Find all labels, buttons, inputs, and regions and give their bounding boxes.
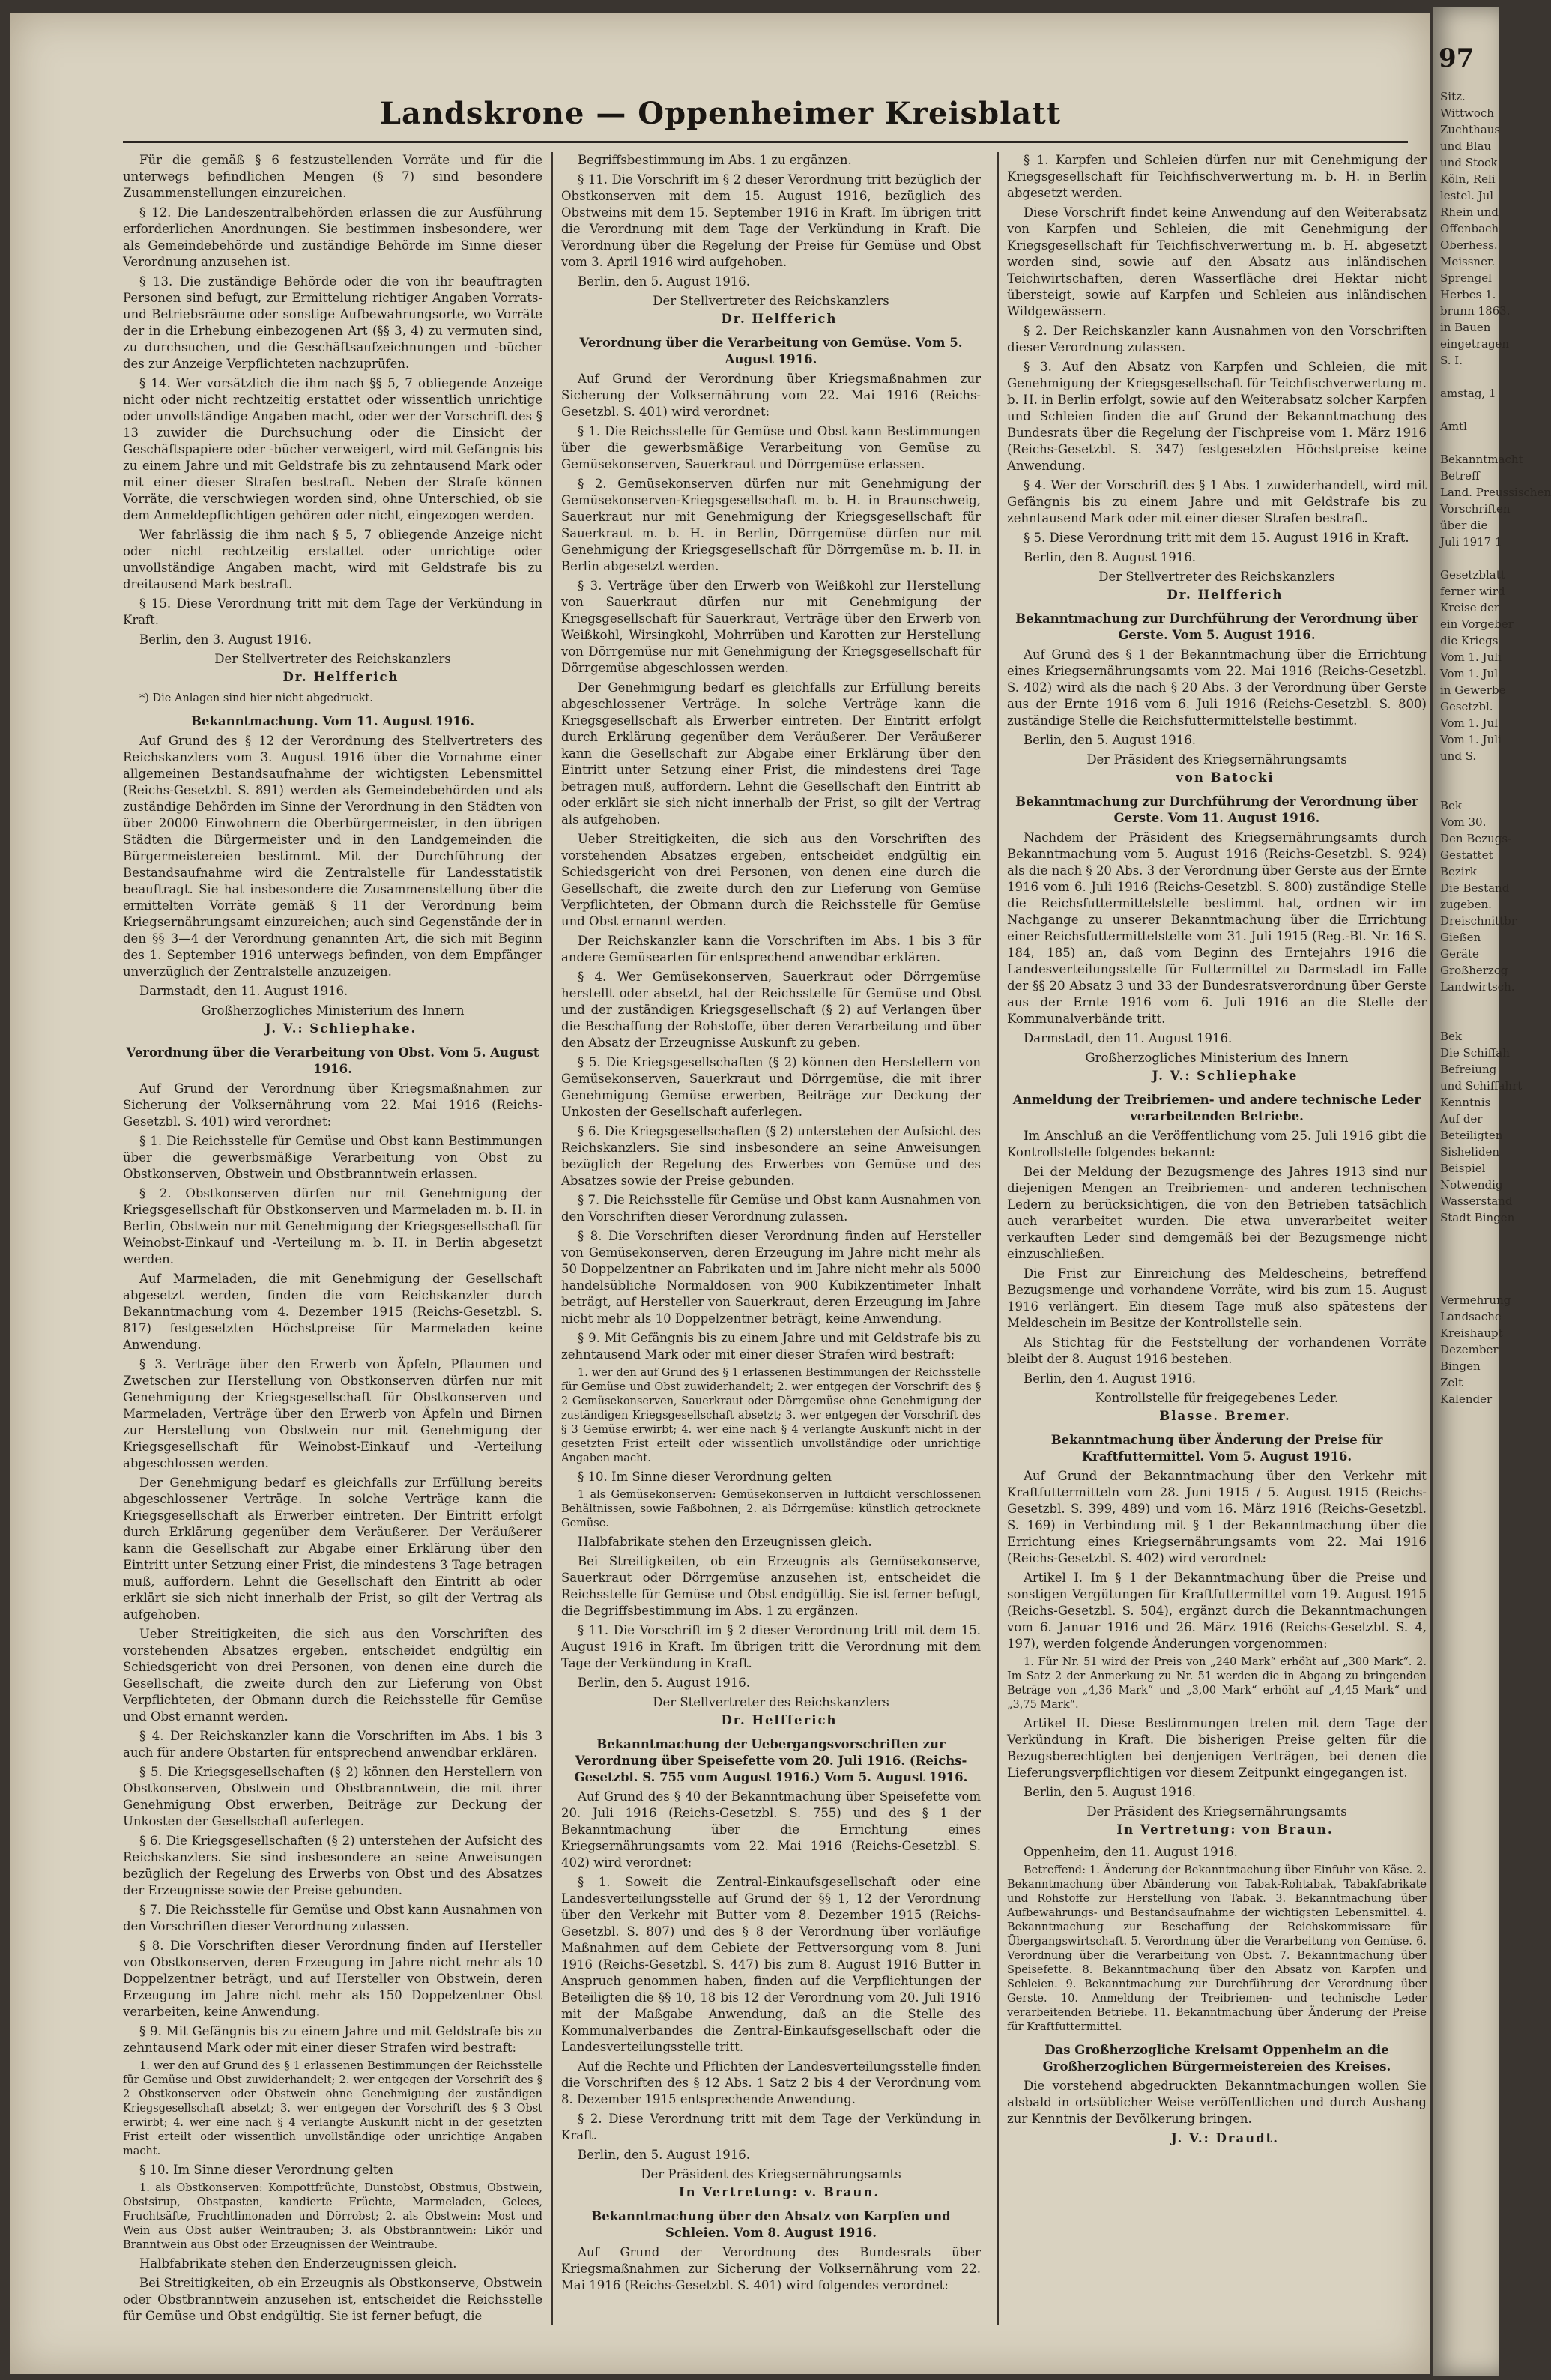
paragraph: Als Stichtag für die Feststellung der vorhandenen Vorräte bleibt der 8. August 1916 bestehen. bbox=[1007, 1335, 1427, 1366]
edge-text-line: Sprengel bbox=[1440, 271, 1492, 285]
paragraph: Berlin, den 5. August 1916. bbox=[578, 1676, 750, 1690]
edge-text-line: Dezember bbox=[1440, 1343, 1499, 1356]
edge-text-line: in Gewerbe bbox=[1440, 683, 1506, 697]
signature-name: Dr. Helfferich bbox=[1167, 588, 1284, 602]
column-2 bbox=[561, 152, 981, 2325]
edge-text-line: Landwirtsch. bbox=[1440, 980, 1515, 994]
paragraph: Der Genehmigung bedarf es gleichfalls zur Erfüllung bereits abgeschlossener Verträge. In solche Verträge kann die Kriegsgesellschaft als Erwerber eintreten. Der Eintritt erfolgt durch Erklärung gegenüber dem Veräußerer. Der Veräußerer kann die Gesellschaft zur Abgabe einer Erklärung über den Eintritt unter Setzung einer Frist, die mindestens 3 Tage betragen muß, auffordern. Lehnt die Gesellschaft den Eintritt ab oder erklärt sie sich nicht innerhalb der Frist, so gilt der Vertrag als aufgehoben. bbox=[123, 1476, 542, 1622]
paragraph: Auf Grund des § 1 der Bekanntmachung über die Errichtung eines Kriegsernährungsamts vom 22. Mai 1916 (Reichs-Gesetzbl. S. 402) wird als die nach § 20 Abs. 3 der Verordnung über Gerste aus der Ernte 1916 vom 6. Juli 1916 (Reichs-Gesetzbl. S. 800) zuständige Stelle die Reichsfuttermittelstelle bestimmt. bbox=[1007, 647, 1427, 728]
edge-text-line: Bingen bbox=[1440, 1359, 1481, 1373]
edge-text-line: Vom 1. Juli bbox=[1440, 733, 1502, 746]
paragraph: § 14. Wer vorsätzlich die ihm nach §§ 5, 7 obliegende Anzeige nicht oder nicht rechtzeitig erstattet oder wissentlich unrichtige oder unvollständige Angaben macht, oder wer der Vorschrift des § 13 zuwider die Durchsuchung oder die Einsicht der Geschäftspapiere oder -bücher verweigert, wird mit Gefängnis bis zu einem Jahre und mit Geldstrafe bis zu zehntausend Mark oder mit einer dieser Strafen bestraft. Neben der Strafe können Vorräte, die verschwiegen worden sind, ohne Unterschied, ob sie dem Anmeldepflichtigen gehören oder nicht, eingezogen werden. bbox=[123, 376, 542, 522]
paragraph: § 5. Diese Verordnung tritt mit dem 15. August 1916 in Kraft. bbox=[1024, 531, 1409, 545]
column-divider bbox=[551, 152, 553, 2325]
paragraph: § 10. Im Sinne dieser Verordnung gelten bbox=[139, 2163, 393, 2177]
edge-text-line: Wasserstand bbox=[1440, 1194, 1513, 1208]
paragraph: § 13. Die zuständige Behörde oder die von ihr beauftragten Personen sind befugt, zur Ermittelung richtiger Angaben Vorrats- und Betriebsräume oder sonstige Aufbewahrungsorte, wo Vorräte der in die Erhebung einbezogenen Art (§§ 3, 4) zu vermuten sind, zu durchsuchen, und die Geschäftsaufzeichnungen und -bücher des zur Anzeige Verpflichteten nachzuprüfen. bbox=[123, 274, 542, 371]
edge-text-line: Sisheliden bbox=[1440, 1145, 1500, 1159]
section-heading: Bekanntmachung zur Durchführung der Verordnung über Gerste. Vom 5. August 1916. bbox=[1015, 611, 1418, 642]
fine-print: 1 als Gemüsekonserven: Gemüsekonserven in luftdicht verschlossenen Behältnissen, sowie Faßbohnen; 2. als Dörrgemüse: künstlich getrocknete Gemüse. bbox=[561, 1489, 981, 1529]
paragraph: § 2. Obstkonserven dürfen nur mit Genehmigung der Kriegsgesellschaft für Obstkonserven und Marmeladen m. b. H. in Berlin, Obstwein nur mit Genehmigung der Kriegsgesellschaft für Weinobst-Einkauf und -Verteilung m. b. H. in Berlin abgesetzt werden. bbox=[123, 1186, 542, 1266]
edge-text-line: Die Bestand bbox=[1440, 881, 1510, 895]
paragraph: § 5. Die Kriegsgesellschaften (§ 2) können den Herstellern von Gemüsekonserven, Sauerkraut und Dörrgemüse, die mit ihrer Genehmigung Gemüse erwerben, Beiträge zur Deckung der Unkosten der Gesellschaft auferlegen. bbox=[561, 1055, 981, 1119]
edge-text-line: und Stock bbox=[1440, 156, 1498, 169]
edge-text-line: Vom 1. Juli bbox=[1440, 650, 1502, 664]
column-3 bbox=[1007, 152, 1427, 2325]
signature-title: Kontrollstelle für freigegebenes Leder. bbox=[1095, 1391, 1339, 1405]
paragraph: Auf Grund des § 12 der Verordnung des Stellvertreters des Reichskanzlers vom 3. August 1916 über die Vornahme einer allgemeinen Bestandsaufnahme der wichtigsten Lebensmittel (Reichs-Gesetzbl. S. 891) werden als Gemeindebehörden und als zuständige Behörden im Sinne der Verordnung in den Städten von über 20000 Einwohnern die Oberbürgermeister, in den übrigen Städten die Bürgermeister und in den Landgemeinden die Bürgermeistereien bestimmt. Mit der Durchführung der Bestandsaufnahme wird die Zentralstelle für Landesstatistik beauftragt. Sie hat insbesondere die Zusammenstellung über die ermittelten Vorräte gemäß § 11 der Verordnung beim Kriegsernährungsamt einzureichen; auch sind Gegenstände der in den §§ 3—4 der Verordnung genannten Art, die sich mit Beginn des 1. September 1916 unterwegs befinden, von dem Empfänger unverzüglich der Zentralstelle anzuzeigen. bbox=[123, 734, 542, 979]
edge-text-line: Gesetzblatt bbox=[1440, 568, 1505, 582]
signature-title: Der Präsident des Kriegsernährungsamts bbox=[641, 2167, 901, 2181]
edge-text-line: amstag, 1 bbox=[1440, 387, 1496, 400]
edge-text-line bbox=[1433, 369, 1499, 385]
edge-text-line: Die Schiffah bbox=[1440, 1046, 1510, 1060]
paragraph: § 2. Gemüsekonserven dürfen nur mit Genehmigung der Gemüsekonserven-Kriegsgesellschaft m. b. H. in Braunschweig, Sauerkraut nur mit Genehmigung der Kriegsgesellschaft für Sauerkraut m. b. H. in Berlin, Dörrgemüse dürfen nur mit Genehmigung der Kriegsgesellschaft für Dörrgemüse m. b. H. in Berlin abgesetzt werden. bbox=[561, 477, 981, 573]
edge-text-line bbox=[1433, 764, 1499, 781]
paragraph: Auf Grund des § 40 der Bekanntmachung über Speisefette vom 20. Juli 1916 (Reichs-Gesetzbl. S. 755) und des § 1 der Bekanntmachung über die Errichtung eines Kriegsernährungsamts vom 22. Mai 1916 (Reichs-Gesetzbl. S. 402) wird verordnet: bbox=[561, 1789, 981, 1870]
paragraph: Oppenheim, den 11. August 1916. bbox=[1024, 1845, 1238, 1859]
paragraph: Berlin, den 5. August 1916. bbox=[1024, 1785, 1196, 1799]
edge-text-line bbox=[1433, 781, 1499, 797]
paragraph: § 11. Die Vorschrift im § 2 dieser Verordnung tritt mit dem 15. August 1916 in Kraft. Im übrigen tritt die Verordnung mit dem Tage der Verkündung in Kraft. bbox=[561, 1623, 981, 1670]
edge-text-line: Gießen bbox=[1440, 931, 1481, 944]
edge-text-line bbox=[1433, 1226, 1499, 1242]
edge-text-line bbox=[1433, 1012, 1499, 1028]
header-rule bbox=[123, 141, 1408, 143]
paragraph: § 5. Die Kriegsgesellschaften (§ 2) können den Herstellern von Obstkonserven, Obstwein und Obstbranntwein, die mit ihrer Genehmigung Obst erwerben, Beiträge zur Deckung der Unkosten der Gesellschaft auferlegen. bbox=[123, 1765, 542, 1828]
edge-text-line: Beispiel bbox=[1440, 1162, 1486, 1175]
page-number: 97 bbox=[1439, 43, 1475, 73]
edge-text-line: Dreischnittbr bbox=[1440, 914, 1517, 928]
edge-text-line: Vermehrung bbox=[1440, 1293, 1511, 1307]
signature-name: Dr. Helfferich bbox=[282, 670, 399, 684]
edge-text-line: und S. bbox=[1440, 749, 1477, 763]
fine-print: *) Die Anlagen sind hier nicht abgedruckt. bbox=[139, 692, 373, 704]
adjacent-page-edge bbox=[1433, 7, 1551, 2376]
edge-text-line: Vom 1. Jul bbox=[1440, 716, 1499, 730]
section-heading: Verordnung über die Verarbeitung von Obst. Vom 5. August 1916. bbox=[126, 1045, 539, 1076]
edge-text-line: Betreff bbox=[1440, 469, 1480, 483]
edge-text-line: die Kriegs bbox=[1440, 634, 1499, 647]
paragraph: Auf Grund der Bekanntmachung über den Verkehr mit Kraftfuttermitteln vom 28. Juni 1915 / 5. August 1915 (Reichs-Gesetzbl. S. 399, 489) und vom 16. März 1916 (Reichs-Gesetzbl. S. 169) in Verbindung mit § 1 der Bekanntmachung über die Errichtung eines Kriegsernährungsamts vom 22. Mai 1916 (Reichs-Gesetzbl. S. 402) wird verordnet: bbox=[1007, 1469, 1427, 1565]
paragraph: Auf Grund der Verordnung des Bundesrats über Kriegsmaßnahmen zur Sicherung der Volksernährung vom 22. Mai 1916 (Reichs-Gesetzbl. S. 401) wird folgendes verordnet: bbox=[561, 2245, 981, 2292]
paragraph: § 7. Die Reichsstelle für Gemüse und Obst kann Ausnahmen von den Vorschriften dieser Verordnung zulassen. bbox=[123, 1903, 542, 1933]
section-heading: Bekanntmachung der Uebergangsvorschriften zur Verordnung über Speisefette vom 20. Juli 1916. (Reichs-Gesetzbl. S. 755 vom August 1916.) Vom 5. August 1916. bbox=[574, 1737, 968, 1784]
paragraph: § 4. Wer Gemüsekonserven, Sauerkraut oder Dörrgemüse herstellt oder absetzt, hat der Reichsstelle für Gemüse und Obst und der zuständigen Kriegsgesellschaft (§ 2) auf Verlangen über die Beschaffung der Rohstoffe, über deren Verarbeitung und über den Absatz der Erzeugnisse Auskunft zu geben. bbox=[561, 970, 981, 1050]
paragraph: § 6. Die Kriegsgesellschaften (§ 2) unterstehen der Aufsicht des Reichskanzlers. Sie sind insbesondere an seine Anweisungen bezüglich der Regelung des Erwerbes von Gemüse und des Absatzes sowie der Preise gebunden. bbox=[561, 1124, 981, 1188]
edge-text-line: Gesetzbl. bbox=[1440, 700, 1493, 713]
paragraph: § 4. Der Reichskanzler kann die Vorschriften im Abs. 1 bis 3 auch für andere Obstarten für entsprechend anwendbar erklären. bbox=[123, 1729, 542, 1760]
edge-text-line bbox=[1433, 1242, 1499, 1259]
edge-text-line: Herbes 1. bbox=[1440, 288, 1496, 301]
section-heading: Anmeldung der Treibriemen- und andere technische Leder verarbeitenden Betriebe. bbox=[1012, 1093, 1421, 1123]
paragraph: § 3. Auf den Absatz von Karpfen und Schleien, die mit Genehmigung der Kriegsgesellschaft für Teichfischverwertung m. b. H. in Berlin erfolgt, sowie auf den Weiterabsatz solcher Karpfen und Schleien finden die auf Grund der Bekanntmachung des Bundesrats über die Regelung der Fischpreise vom 1. März 1916 (Reichs-Gesetzbl. S. 347) festgesetzten Höchstpreise keine Anwendung. bbox=[1007, 360, 1427, 473]
fine-print: 1. wer den auf Grund des § 1 erlassenen Bestimmungen der Reichsstelle für Gemüse und Obst zuwiderhandelt; 2. wer entgegen der Vorschrift des § 2 Obstkonserven oder Obstwein ohne Genehmigung der zuständigen Kriegsgesellschaft absetzt; 3. wer entgegen der Vorschrift des § 3 Obst erwirbt; 4. wer eine nach § 4 verlangte Auskunft nicht in der gesetzten Frist erteilt oder wissentlich unvollständige oder unrichtige Angaben macht. bbox=[123, 2060, 542, 2157]
edge-text-line: Bezirk bbox=[1440, 865, 1477, 878]
edge-text-line: Land. Preussischen bbox=[1440, 486, 1551, 499]
edge-text-line bbox=[1433, 435, 1499, 451]
paragraph: Nachdem der Präsident des Kriegsernährungsamts durch Bekanntmachung vom 5. August 1916 (Reichs-Gesetzbl. S. 924) als die nach § 20 Abs. 3 der Verordnung über Gerste aus der Ernte 1916 vom 6. Juli 1916 (Reichs-Gesetzbl. S. 800) zuständige Stelle die Reichsfuttermittelstelle bestimmt hat, ordnen wir im Nachgange zu unserer Bekanntmachung über die Errichtung einer Reichsfuttermittelstelle vom 31. Juli 1915 (Reg.-Bl. Nr. 16 S. 184, 185) an, daß vom Beginn des Erntejahrs 1916 die Landesverteilungsstelle für Futtermittel zu Darmstadt im Falle der §§ 20 Absatz 3 und 33 der Bundesratsverordnung über Gerste aus der Ernte 1916 vom 6. Juli 1916 an die Stelle der Kommunalverbände tritt. bbox=[1007, 830, 1427, 1026]
edge-text-line: Bek bbox=[1440, 1030, 1462, 1043]
adjacent-page-text bbox=[1433, 88, 1551, 1407]
paragraph: § 1. Die Reichsstelle für Gemüse und Obst kann Bestimmungen über die gewerbsmäßige Verarbeitung von Obst zu Obstkonserven, Obstwein und Obstbranntwein erlassen. bbox=[123, 1134, 542, 1181]
paragraph: Bei Streitigkeiten, ob ein Erzeugnis als Obstkonserve, Obstwein oder Obstbranntwein anzusehen ist, entscheidet die Reichsstelle für Gemüse und Obst endgültig. Sie ist ferner befugt, die bbox=[123, 2276, 542, 2323]
paragraph: Auf Grund der Verordnung über Kriegsmaßnahmen zur Sicherung der Volksernährung vom 22. Mai 1916 (Reichs-Gesetzbl. S. 401) wird verordnet: bbox=[561, 372, 981, 419]
paragraph: Wer fahrlässig die ihm nach § 5, 7 obliegende Anzeige nicht oder nicht rechtzeitig erstattet oder unrichtige oder unvollständige Angaben macht, wird mit Geldstrafe bis zu dreitausend Mark bestraft. bbox=[123, 528, 542, 591]
signature-title: Der Präsident des Kriegsernährungsamts bbox=[1086, 752, 1347, 767]
edge-text-line: Vom 30. bbox=[1440, 815, 1487, 829]
signature-name: von Batocki bbox=[1176, 770, 1275, 785]
paragraph: Für die gemäß § 6 festzustellenden Vorräte und für die unterwegs befindlichen Mengen (§ 7) sind besondere Zusammenstellungen einzureichen. bbox=[123, 153, 542, 200]
signature-name: J. V.: Draudt. bbox=[1170, 2131, 1280, 2145]
paragraph: § 1. Karpfen und Schleien dürfen nur mit Genehmigung der Kriegsgesellschaft für Teichfischverwertung m. b. H. in Berlin abgesetzt werden. bbox=[1007, 153, 1427, 200]
edge-text-line bbox=[1433, 1275, 1499, 1292]
signature-title: Der Präsident des Kriegsernährungsamts bbox=[1086, 1804, 1347, 1819]
edge-text-line: Landsache bbox=[1440, 1310, 1502, 1323]
paragraph: Berlin, den 4. August 1916. bbox=[1024, 1371, 1196, 1386]
edge-text-line bbox=[1433, 402, 1499, 418]
signature-name: Blasse. Bremer. bbox=[1159, 1409, 1291, 1423]
paragraph: § 10. Im Sinne dieser Verordnung gelten bbox=[578, 1470, 832, 1484]
paragraph: Auf die Rechte und Pflichten der Landesverteilungsstelle finden die Vorschriften des § 12 Abs. 1 Satz 2 bis 4 der Verordnung vom 8. Dezember 1915 entsprechende Anwendung. bbox=[561, 2059, 981, 2106]
edge-text-line: Kenntnis bbox=[1440, 1096, 1491, 1109]
paragraph: Berlin, den 5. August 1916. bbox=[1024, 733, 1196, 747]
paragraph: Ueber Streitigkeiten, die sich aus den Vorschriften des vorstehenden Absatzes ergeben, entscheidet endgültig ein Schiedsgericht von drei Personen, von denen eine durch die Gesellschaft, die zweite durch den zur Lieferung von Obst Verpflichteten, der Obmann durch die Reichsstelle für Gemüse und Obst ernannt werden. bbox=[123, 1627, 542, 1724]
signature-title: Großherzogliches Ministerium des Innern bbox=[1085, 1051, 1349, 1065]
edge-text-line: Köln, Reli bbox=[1440, 172, 1496, 186]
edge-text-line: in Bauen bbox=[1440, 321, 1491, 334]
signature-title: Großherzogliches Ministerium des Innern bbox=[201, 1003, 465, 1018]
signature-title: Der Stellvertreter des Reichskanzlers bbox=[1098, 570, 1335, 584]
signature-title: Der Stellvertreter des Reichskanzlers bbox=[653, 294, 889, 308]
edge-text-line: eingetragen bbox=[1440, 337, 1510, 351]
paragraph: § 1. Soweit die Zentral-Einkaufsgesellschaft oder eine Landesverteilungsstelle auf Grund der §§ 1, 12 der Verordnung über den Verkehr mit Butter vom 8. Dezember 1915 (Reichs-Gesetzbl. S. 807) und des § 8 der Verordnung über vorläufige Maßnahmen auf dem Gebiete der Fettversorgung vom 8. Juni 1916 (Reichs-Gesetzbl. S. 447) bis zum 8. August 1916 Butter in Anspruch genommen haben, finden auf die Verpflichtungen der Beteiligten die §§ 10, 18 bis 12 der Verordnung vom 20. Juli 1916 mit der Maßgabe Anwendung, daß an die Stelle des Kommunalverbandes die Zentral-Einkaufsgesellschaft oder die Landesverteilungsstelle tritt. bbox=[561, 1875, 981, 2054]
edge-text-line: Rhein und bbox=[1440, 205, 1499, 219]
paragraph: Diese Vorschrift findet keine Anwendung auf den Weiterabsatz von Karpfen und Schleien, die mit Genehmigung der Kriegsgesellschaft für Teichfischverwertung m. b. H. abgesetzt worden sind, sowie auf den Absatz aus inländischen Teichwirtschaften, deren Wasserfläche drei Hektar nicht übersteigt, sowie auf Karpfen und Schleien aus inländischen Wildgewässern. bbox=[1007, 205, 1427, 318]
paragraph: Berlin, den 3. August 1916. bbox=[139, 632, 312, 647]
signature-name: In Vertretung: von Braun. bbox=[1116, 1822, 1334, 1837]
signature-name: J. V.: Schliephake. bbox=[264, 1021, 417, 1036]
edge-text-line: Kalender bbox=[1440, 1392, 1493, 1406]
paragraph: Bei Streitigkeiten, ob ein Erzeugnis als Gemüsekonserve, Sauerkraut oder Dörrgemüse anzusehen ist, entscheidet die Reichsstelle für Gemüse und Obst endgültig. Sie ist ferner befugt, die Begriffsbestimmung im Abs. 1 zu ergänzen. bbox=[561, 1554, 981, 1618]
edge-text-line bbox=[1433, 550, 1499, 567]
section-heading: Verordnung über die Verarbeitung von Gemüse. Vom 5. August 1916. bbox=[579, 336, 963, 366]
paragraph: Artikel I. Im § 1 der Bekanntmachung über die Preise und sonstigen Vergütungen für Kraftfuttermittel vom 19. August 1915 (Reichs-Gesetzbl. S. 504), ergänzt durch die Bekanntmachungen vom 6. Januar 1916 und 26. März 1916 (Reichs-Gesetzbl. S. 4, 197), werden folgende Änderungen vorgenommen: bbox=[1007, 1571, 1427, 1651]
edge-text-line: lestel. Jul bbox=[1440, 189, 1494, 202]
signature-name: Dr. Helfferich bbox=[721, 1713, 838, 1727]
edge-text-line: Offenbach bbox=[1440, 222, 1499, 235]
edge-text-line: Meissner. bbox=[1440, 255, 1496, 268]
paragraph: § 3. Verträge über den Erwerb von Weißkohl zur Herstellung von Sauerkraut dürfen nur mit Genehmigung der Kriegsgesellschaft für Sauerkraut, Verträge über den Erwerb von Weißkohl, Wirsingkohl, Mohrrüben und Karotten zur Herstellung von Dörrgemüse nur mit Genehmigung der Kriegsgesellschaft für Dörrgemüse abgeschlossen werden. bbox=[561, 579, 981, 675]
section-heading: Das Großherzogliche Kreisamt Oppenheim an die Großherzoglichen Bürgermeistereien des Kreises. bbox=[1042, 2043, 1391, 2074]
edge-text-line: Beteiligten bbox=[1440, 1129, 1503, 1142]
edge-text-line: Großherzog bbox=[1440, 964, 1508, 977]
paragraph: § 8. Die Vorschriften dieser Verordnung finden auf Hersteller von Obstkonserven, deren Erzeugung im Jahre nicht mehr als 10 Doppelzentner beträgt, und auf Hersteller von Obstwein, deren Erzeugung im Jahre nicht mehr als 150 Doppelzentner Obst verarbeiten, keine Anwendung. bbox=[123, 1939, 542, 2019]
edge-text-line: Auf der bbox=[1440, 1112, 1483, 1126]
paragraph: § 6. Die Kriegsgesellschaften (§ 2) unterstehen der Aufsicht des Reichskanzlers. Sie sind insbesondere an seine Anweisungen bezüglich der Regelung des Erwerbs von Obst und des Absatzes der Erzeugnisse sowie der Preise gebunden. bbox=[123, 1834, 542, 1897]
section-heading: Bekanntmachung zur Durchführung der Verordnung über Gerste. Vom 11. August 1916. bbox=[1015, 794, 1418, 825]
newspaper-page bbox=[10, 13, 1430, 2374]
fine-print: 1. Für Nr. 51 wird der Preis von „240 Mark“ erhöht auf „300 Mark“. 2. Im Satz 2 der Anmerkung zu Nr. 51 werden die in Abgang zu bringenden Beträge von „4,36 Mark“ und „3,00 Mark“ erhöht auf „4,45 Mark“ und „3,75 Mark“. bbox=[1007, 1656, 1427, 1711]
edge-text-line: Vorschriften bbox=[1440, 502, 1511, 516]
paragraph: Im Anschluß an die Veröffentlichung vom 25. Juli 1916 gibt die Kontrollstelle folgendes bekannt: bbox=[1007, 1129, 1427, 1159]
signature-title: Der Stellvertreter des Reichskanzlers bbox=[214, 652, 451, 666]
paragraph: Berlin, den 5. August 1916. bbox=[578, 274, 750, 289]
paragraph: § 12. Die Landeszentralbehörden erlassen die zur Ausführung erforderlichen Anordnungen. Sie bestimmen insbesondere, wer als Gemeindebehörde und zuständige Behörde im Sinne dieser Verordnung anzusehen ist. bbox=[123, 205, 542, 269]
paragraph: Begriffsbestimmung im Abs. 1 zu ergänzen. bbox=[578, 153, 852, 167]
paragraph: § 2. Diese Verordnung tritt mit dem Tage der Verkündung in Kraft. bbox=[561, 2112, 981, 2142]
edge-text-line: zugeben. bbox=[1440, 898, 1492, 911]
edge-text-line: ferner wird bbox=[1440, 585, 1505, 598]
edge-text-line: Notwendig bbox=[1440, 1178, 1503, 1191]
paragraph: Auf Marmeladen, die mit Genehmigung der Gesellschaft abgesetzt werden, finden die vom Reichskanzler durch Bekanntmachung vom 4. Dezember 1915 (Reichs-Gesetzbl. S. 817) festgesetzten Höchstpreise für Marmeladen keine Anwendung. bbox=[123, 1272, 542, 1352]
paragraph: § 9. Mit Gefängnis bis zu einem Jahre und mit Geldstrafe bis zu zehntausend Mark oder mit einer dieser Strafen wird bestraft: bbox=[561, 1331, 981, 1362]
column-divider bbox=[997, 152, 999, 2325]
edge-text-line: Gestattet bbox=[1440, 848, 1493, 862]
paragraph: Der Reichskanzler kann die Vorschriften im Abs. 1 bis 3 für andere Gemüsearten für entsprechend anwendbar erklären. bbox=[561, 934, 981, 964]
fine-print: 1. als Obstkonserven: Kompottfrüchte, Dunstobst, Obstmus, Obstwein, Obstsirup, Obstpasten, kandierte Früchte, Marmeladen, Gelees, Fruchtsäfte, Fruchtlimonaden und Dörrobst; 2. als Obstwein: Most und Wein aus Obst außer Weintrauben; 3. als Obstbranntwein: Likör und Branntwein aus Obst oder Erzeugnissen der Weintraube. bbox=[123, 2182, 542, 2251]
paragraph: Halbfabrikate stehen den Enderzeugnissen gleich. bbox=[139, 2256, 457, 2271]
fine-print: 1. wer den auf Grund des § 1 erlassenen Bestimmungen der Reichsstelle für Gemüse und Obst zuwiderhandelt; 2. wer entgegen der Vorschrift des § 2 Gemüsekonserven, Sauerkraut oder Dörrgemüse ohne Genehmigung der zuständigen Kriegsgesellschaft absetzt; 3. wer entgegen der Vorschrift des § 3 Gemüse erwirbt; 4. wer eine nach § 4 verlangte Auskunft nicht in der gesetzten Frist erteilt oder wissentlich unvollständige oder unrichtige Angaben macht. bbox=[561, 1367, 981, 1464]
edge-text-line: Kreise der bbox=[1440, 601, 1500, 614]
paragraph: Darmstadt, den 11. August 1916. bbox=[1024, 1031, 1233, 1045]
edge-text-line: S. I. bbox=[1440, 354, 1463, 367]
paragraph: § 3. Verträge über den Erwerb von Äpfeln, Pflaumen und Zwetschen zur Herstellung von Obstkonserven dürfen nur mit Genehmigung der Kriegsgesellschaft für Obstkonserven und Marmeladen, Verträge über den Erwerb von Äpfeln und Birnen zur Herstellung von Obstwein nur mit Genehmigung der Kriegsgesellschaft für Weinobst-Einkauf und -Verteilung abgeschlossen werden. bbox=[123, 1357, 542, 1470]
edge-text-line: Juli 1917 1 bbox=[1440, 535, 1502, 549]
paragraph: Berlin, den 5. August 1916. bbox=[578, 2148, 750, 2162]
paragraph: Ueber Streitigkeiten, die sich aus den Vorschriften des vorstehenden Absatzes ergeben, entscheidet endgültig ein Schiedsgericht von drei Personen, von denen eine durch die Gesellschaft, die zweite durch den zur Lieferung von Gemüse Verpflichteten, der Obmann durch die Reichsstelle für Gemüse und Obst ernannt werden. bbox=[561, 832, 981, 928]
paragraph: Darmstadt, den 11. August 1916. bbox=[139, 984, 348, 998]
paragraph: Die Frist zur Einreichung des Meldescheins, betreffend Bezugsmenge und vorhandene Vorräte, wird bis zum 15. August 1916 verlängert. Ein diesem Tage muß also spätestens der Meldeschein im Besitze der Kontrollstelle sein. bbox=[1007, 1266, 1427, 1330]
paragraph: Berlin, den 8. August 1916. bbox=[1024, 550, 1196, 564]
edge-text-line: Stadt Bingen bbox=[1440, 1211, 1515, 1224]
edge-text-line: Vom 1. Jul bbox=[1440, 667, 1499, 680]
signature-name: In Vertretung: v. Braun. bbox=[678, 2185, 880, 2199]
paragraph: § 8. Die Vorschriften dieser Verordnung finden auf Hersteller von Gemüsekonserven, deren Erzeugung im Jahre nicht mehr als 50 Doppelzentner an Fabrikaten und im Jahre nicht mehr als 5000 handelsübliche Normaldosen von 900 Kubikzentimeter Inhalt beträgt, auf Hersteller von Sauerkraut, deren Erzeugung im Jahre nicht mehr als 10 Doppelzentner beträgt, keine Anwendung. bbox=[561, 1229, 981, 1326]
edge-text-line: Sitz. bbox=[1440, 90, 1466, 103]
masthead: Landskrone — Oppenheimer Kreisblatt bbox=[379, 96, 1062, 131]
edge-text-line: ein Vorgeber bbox=[1440, 617, 1514, 631]
paragraph: Halbfabrikate stehen den Erzeugnissen gleich. bbox=[578, 1535, 872, 1549]
paragraph: § 15. Diese Verordnung tritt mit dem Tage der Verkündung in Kraft. bbox=[123, 596, 542, 627]
edge-text-line: Oberhess. bbox=[1440, 238, 1498, 252]
edge-text-line: Kreishaupt bbox=[1440, 1326, 1503, 1340]
edge-text-line: Befreiung bbox=[1440, 1063, 1497, 1076]
edge-text-line bbox=[1433, 1259, 1499, 1275]
edge-text-line: Amtl bbox=[1440, 420, 1467, 433]
paragraph: § 11. Die Vorschrift im § 2 dieser Verordnung tritt bezüglich der Obstkonserven mit dem 15. August 1916, bezüglich des Obstweins mit dem 15. September 1916 in Kraft. Im übrigen tritt die Verordnung mit dem Tage der Verkündung in Kraft. Die Verordnung über die Regelung der Preise für Gemüse und Obst vom 3. April 1916 wird aufgehoben. bbox=[561, 172, 981, 269]
edge-text-line: Wittwoch bbox=[1440, 106, 1494, 120]
edge-text-line: Den Bezugs- bbox=[1440, 832, 1512, 845]
paragraph: Auf Grund der Verordnung über Kriegsmaßnahmen zur Sicherung der Volksernährung vom 22. Mai 1916 (Reichs-Gesetzbl. S. 401) wird verordnet: bbox=[123, 1081, 542, 1129]
edge-text-line: Geräte bbox=[1440, 947, 1479, 961]
signature-name: J. V.: Schliephake bbox=[1152, 1069, 1298, 1083]
paragraph: § 2. Der Reichskanzler kann Ausnahmen von den Vorschriften dieser Verordnung zulassen. bbox=[1007, 324, 1427, 354]
edge-text-line: Bekanntmacht bbox=[1440, 453, 1523, 466]
paragraph: Der Genehmigung bedarf es gleichfalls zur Erfüllung bereits abgeschlossener Verträge. In solche Verträge kann die Kriegsgesellschaft als Erwerber eintreten. Der Eintritt erfolgt durch Erklärung gegenüber dem Veräußerer. Der Veräußerer kann die Gesellschaft zur Abgabe einer Erklärung über den Eintritt unter Setzung einer Frist, die mindestens drei Tage betragen muß, auffordern. Lehnt die Gesellschaft den Eintritt ab oder erklärt sie sich nicht innerhalb der Frist, so gilt der Vertrag als aufgehoben. bbox=[561, 680, 981, 827]
section-heading: Bekanntmachung. Vom 11. August 1916. bbox=[191, 714, 474, 728]
paragraph: § 1. Die Reichsstelle für Gemüse und Obst kann Bestimmungen über die gewerbsmäßige Verarbeitung von Gemüse zu Gemüsekonserven, Sauerkraut und Dörrgemüse erlassen. bbox=[561, 424, 981, 471]
paragraph: § 9. Mit Gefängnis bis zu einem Jahre und mit Geldstrafe bis zu zehntausend Mark oder mit einer dieser Strafen wird bestraft: bbox=[123, 2024, 542, 2055]
edge-text-line: Zelt bbox=[1440, 1376, 1463, 1389]
paragraph: § 7. Die Reichsstelle für Gemüse und Obst kann Ausnahmen von den Vorschriften dieser Verordnung zulassen. bbox=[561, 1193, 981, 1224]
column-1 bbox=[123, 152, 542, 2325]
fine-print: Betreffend: 1. Änderung der Bekanntmachung über Einfuhr von Käse. 2. Bekanntmachung über Abänderung von Tabak-Rohtabak, Tabakfabrikate und Rohstoffe zur Herstellung von Tabak. 3. Bekanntmachung über Aufbewahrungs- und Bestandsaufnahme der wichtigsten Lebensmittel. 4. Bekanntmachung zur Beschaffung der Reichskommissare für Übergangswirtschaft. 5. Verordnung über die Verarbeitung von Gemüse. 6. Verordnung über die Verarbeitung von Obst. 7. Bekanntmachung über Speisefette. 8. Bekanntmachung über den Absatz von Karpfen und Schleien. 9. Bekanntmachung zur Durchführung der Verordnung über Gerste. 10. Anmeldung der Treibriemen- und technische Leder verarbeitenden Betriebe. 11. Bekanntmachung über Änderung der Preise für Kraftfuttermittel. bbox=[1007, 1864, 1427, 2033]
edge-text-line: und Schiffahrt bbox=[1440, 1079, 1523, 1093]
paragraph: Artikel II. Diese Bestimmungen treten mit dem Tage der Verkündung in Kraft. Die bisherigen Preise gelten für die Bezugsberechtigten bei denjenigen Verträgen, bei denen die Lieferungsverpflichtigen vor diesem Zeitpunkt eingegangen ist. bbox=[1007, 1716, 1427, 1780]
paragraph: Bei der Meldung der Bezugsmenge des Jahres 1913 sind nur diejenigen Mengen an Treibriemen- und anderen technischen Ledern zu berücksichtigen, die von den Betrieben tatsächlich auch verarbeitet wurden. Die etwa unverarbeitet weiter verkauften Leder sind demgemäß bei der Bezugsmenge nicht einzuschließen. bbox=[1007, 1165, 1427, 1261]
edge-text-line: brunn 1863. bbox=[1440, 304, 1511, 318]
edge-text-line: Zuchthaus bbox=[1440, 123, 1501, 136]
signature-name: Dr. Helfferich bbox=[721, 312, 838, 326]
edge-text-line: über die bbox=[1440, 519, 1488, 532]
signature-title: Der Stellvertreter des Reichskanzlers bbox=[653, 1695, 889, 1709]
edge-text-line: und Blau bbox=[1440, 139, 1492, 153]
edge-text-line bbox=[1433, 995, 1499, 1012]
section-heading: Bekanntmachung über den Absatz von Karpfen und Schleien. Vom 8. August 1916. bbox=[591, 2209, 951, 2240]
paragraph: § 4. Wer der Vorschrift des § 1 Abs. 1 zuwiderhandelt, wird mit Gefängnis bis zu einem Jahre und mit Geldstrafe bis zu zehntausend Mark oder mit einer dieser Strafen bestraft. bbox=[1007, 478, 1427, 525]
edge-text-line: Bek bbox=[1440, 799, 1462, 812]
section-heading: Bekanntmachung über Änderung der Preise für Kraftfuttermittel. Vom 5. August 1916. bbox=[1050, 1433, 1383, 1464]
paragraph: Die vorstehend abgedruckten Bekanntmachungen wollen Sie alsbald in ortsüblicher Weise veröffentlichen und durch Aushang zur Kenntnis der Bevölkerung bringen. bbox=[1007, 2079, 1427, 2126]
